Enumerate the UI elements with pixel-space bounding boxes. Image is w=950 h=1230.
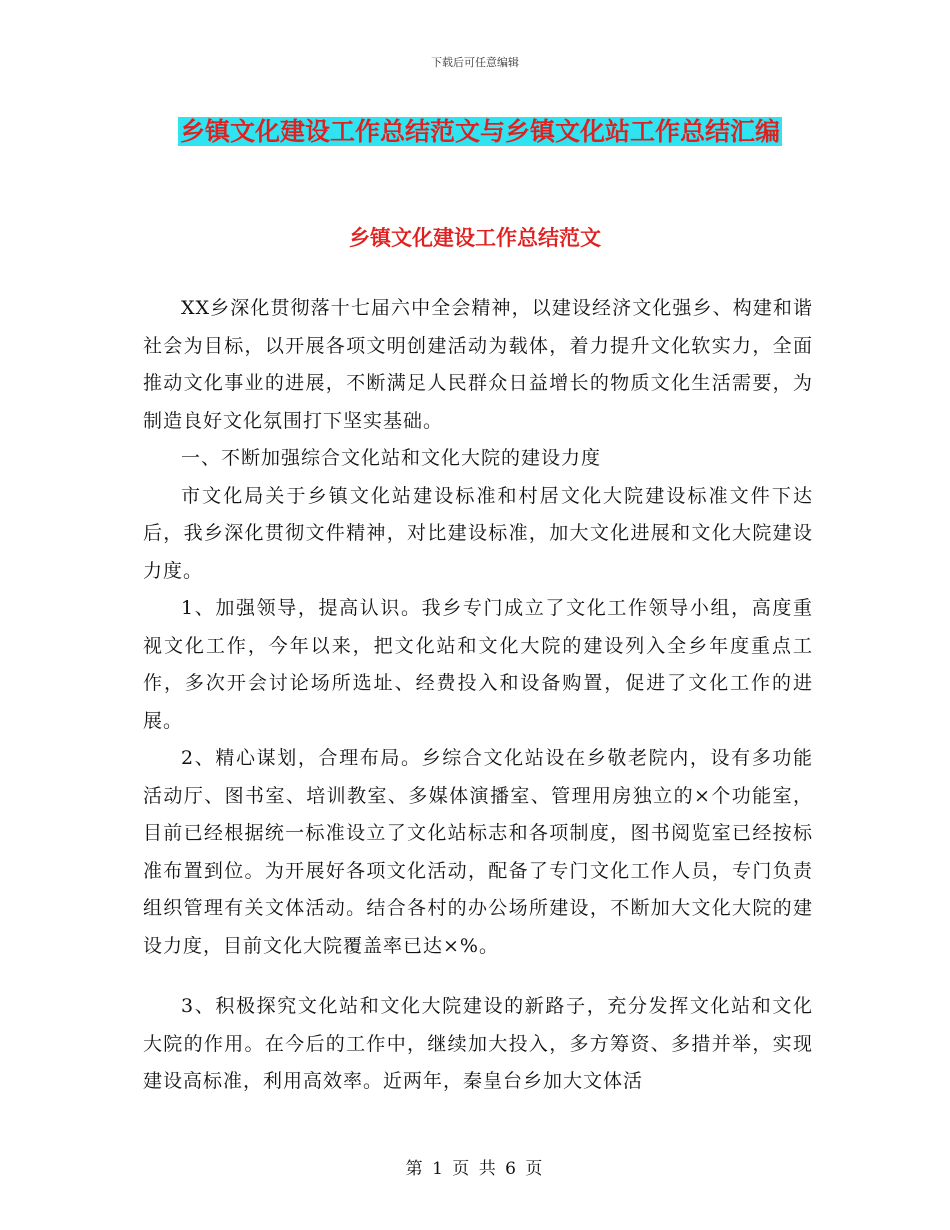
document-body bbox=[143, 290, 813, 1101]
section-title: 乡镇文化建设工作总结范文 bbox=[349, 225, 601, 250]
paragraph-heading-one: 一、不断加强综合文化站和文化大院的建设力度 bbox=[181, 447, 602, 469]
paragraph-exploration: 3、积极探究文化站和文化大院建设的新路子，充分发挥文化站和文化大院的作用。在今后的工作中，继续加大投入，多方筹资、多措并举，实现建设高标准，利用高效率。近两年，秦皇台乡加大文体活 bbox=[143, 995, 813, 1092]
document-title-text: 乡镇文化建设工作总结范文与乡镇文化站工作总结汇编 bbox=[179, 117, 780, 146]
document-title bbox=[140, 110, 820, 154]
paragraph-intro: XX乡深化贯彻落十七届六中全会精神，以建设经济文化强乡、构建和谐社会为目标，以开展各项文明创建活动为载体，着力提升文化软实力，全面推动文化事业的进展，不断满足人民群众日益增长的物质文化生活需要，为制造良好文化氛围打下坚实基础。 bbox=[143, 297, 813, 432]
paragraph-leadership: 1、加强领导，提高认识。我乡专门成立了文化工作领导小组，高度重视文化工作，今年以来，把文化站和文化大院的建设列入全乡年度重点工作，多次开会讨论场所选址、经费投入和设备购置，促进了文化工作的进展。 bbox=[143, 597, 813, 732]
paragraph-standards: 市文化局关于乡镇文化站建设标准和村居文化大院建设标准文件下达后，我乡深化贯彻文件精神，对比建设标准，加大文化进展和文化大院建设力度。 bbox=[143, 484, 813, 582]
header-note: 下载后可任意编辑 bbox=[431, 56, 519, 69]
page-footer: 第 1 页 共 6 页 bbox=[405, 1159, 545, 1179]
paragraph-planning: 2、精心谋划，合理布局。乡综合文化站设在乡敬老院内，设有多功能活动厅、图书室、培训教室、多媒体演播室、管理用房独立的×个功能室，目前已经根据统一标准设立了文化站标志和各项制度，图书阅览室已经按标准布置到位。为开展好各项文化活动，配备了专门文化工作人员，专门负责组织管理有关文体活动。结合各村的办公场所建设，不断加大文化大院的建设力度，目前文化大院覆盖率已达×%。 bbox=[143, 747, 813, 957]
